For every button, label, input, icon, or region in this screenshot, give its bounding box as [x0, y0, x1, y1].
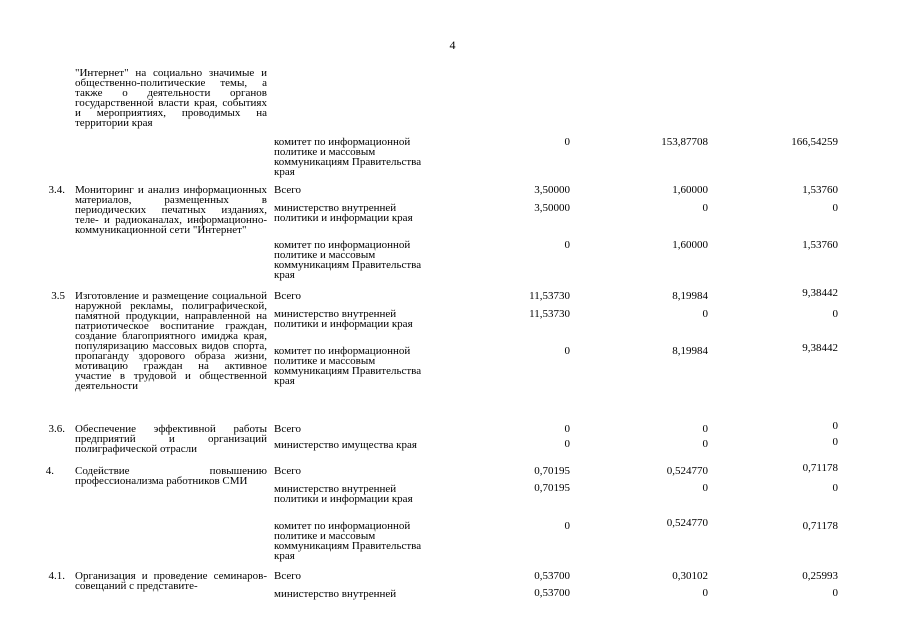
value-2019: 0	[564, 345, 570, 357]
value-2019: 0	[564, 239, 570, 251]
value-2019: 0,53700	[534, 587, 570, 599]
value-2021: 0	[832, 436, 838, 448]
row-responsible: министерство внутренней	[274, 588, 397, 600]
row-responsible: министерство имущества края	[274, 439, 417, 451]
row-description: "Интернет" на социально значимые и общественно-политические темы, а также о деятельности органов государственной власти края, событиях и мероприятиях, проводимых на территории края	[75, 67, 267, 129]
value-2020: 0,30102	[672, 570, 708, 582]
value-2020: 153,87708	[661, 136, 708, 148]
row-index: 3.5	[51, 290, 65, 302]
row-responsible: Всего	[274, 465, 301, 477]
page-number: 4	[449, 38, 456, 52]
row-responsible: министерство внутренней политики и информации края	[274, 483, 413, 505]
row-responsible: Всего	[274, 423, 301, 435]
row-index: 3.4.	[48, 184, 65, 196]
value-2021: 9,38442	[802, 342, 838, 354]
value-2021: 0,25993	[802, 570, 838, 582]
row-description: Организация и проведение семинаров-совещаний с представите-	[75, 570, 267, 592]
value-2021: 166,54259	[791, 136, 838, 148]
value-2019: 11,53730	[529, 308, 570, 320]
row-description: Мониторинг и анализ информационных материалов, размещенных в периодических печатных изданиях, теле- и радиоканалах, информационно-коммуникационной сети "Интернет"	[75, 184, 267, 236]
value-2021: 0,71178	[802, 462, 838, 474]
value-2021: 0	[832, 587, 838, 599]
row-responsible: Всего	[274, 570, 301, 582]
value-2020: 8,19984	[672, 345, 708, 357]
value-2020: 0,524770	[666, 517, 708, 529]
value-2019: 11,53730	[529, 290, 570, 302]
row-responsible: комитет по информационной политике и массовым коммуникациям Правительства края	[274, 239, 422, 281]
value-2019: 3,50000	[534, 184, 570, 196]
row-index: 3.6.	[48, 423, 65, 435]
row-responsible: комитет по информационной политике и массовым коммуникациям Правительства края	[274, 520, 422, 562]
value-2019: 0	[564, 423, 570, 435]
value-2021: 0	[832, 482, 838, 494]
row-responsible: Всего	[274, 184, 301, 196]
value-2020: 0,524770	[666, 465, 708, 477]
row-responsible: комитет по информационной политике и массовым коммуникациям Правительства края	[274, 345, 422, 387]
row-index: 4.1.	[48, 570, 65, 582]
value-2021: 0	[832, 420, 838, 432]
row-responsible: комитет по информационной политике и массовым коммуникациям Правительства края	[274, 136, 422, 178]
row-description: Изготовление и размещение социальной наружной рекламы, полиграфической, памятной продукции, направленной на патриотическое воспитание граждан, создание благоприятного имиджа края, популяризацию массовых видов спорта, пропаганду здорового образа жизни, мотивацию граждан на активное участие в трудовой и общественной деятельности	[75, 290, 267, 392]
value-2019: 0,53700	[534, 570, 570, 582]
value-2019: 0	[564, 520, 570, 532]
value-2019: 0	[564, 136, 570, 148]
value-2020: 0	[702, 438, 708, 450]
value-2020: 0	[702, 587, 708, 599]
row-description: Содействие повышению профессионализма работников СМИ	[75, 465, 267, 487]
value-2020: 0	[702, 202, 708, 214]
value-2020: 1,60000	[672, 184, 708, 196]
value-2021: 1,53760	[802, 184, 838, 196]
value-2020: 1,60000	[672, 239, 708, 251]
value-2021: 0	[832, 202, 838, 214]
row-description: Обеспечение эффективной работы предприятий и организаций полиграфической отрасли	[75, 423, 267, 455]
row-responsible: министерство внутренней политики и информации края	[274, 308, 413, 330]
value-2021: 1,53760	[802, 239, 838, 251]
value-2020: 0	[702, 423, 708, 435]
value-2019: 0,70195	[534, 482, 570, 494]
row-index: 4.	[45, 465, 54, 477]
value-2019: 0,70195	[534, 465, 570, 477]
value-2021: 0,71178	[802, 520, 838, 532]
value-2019: 0	[564, 438, 570, 450]
value-2021: 9,38442	[802, 287, 838, 299]
value-2019: 3,50000	[534, 202, 570, 214]
row-responsible: Всего	[274, 290, 301, 302]
value-2020: 8,19984	[672, 290, 708, 302]
value-2020: 0	[702, 482, 708, 494]
value-2020: 0	[702, 308, 708, 320]
row-responsible: министерство внутренней политики и информации края	[274, 202, 413, 224]
value-2021: 0	[832, 308, 838, 320]
